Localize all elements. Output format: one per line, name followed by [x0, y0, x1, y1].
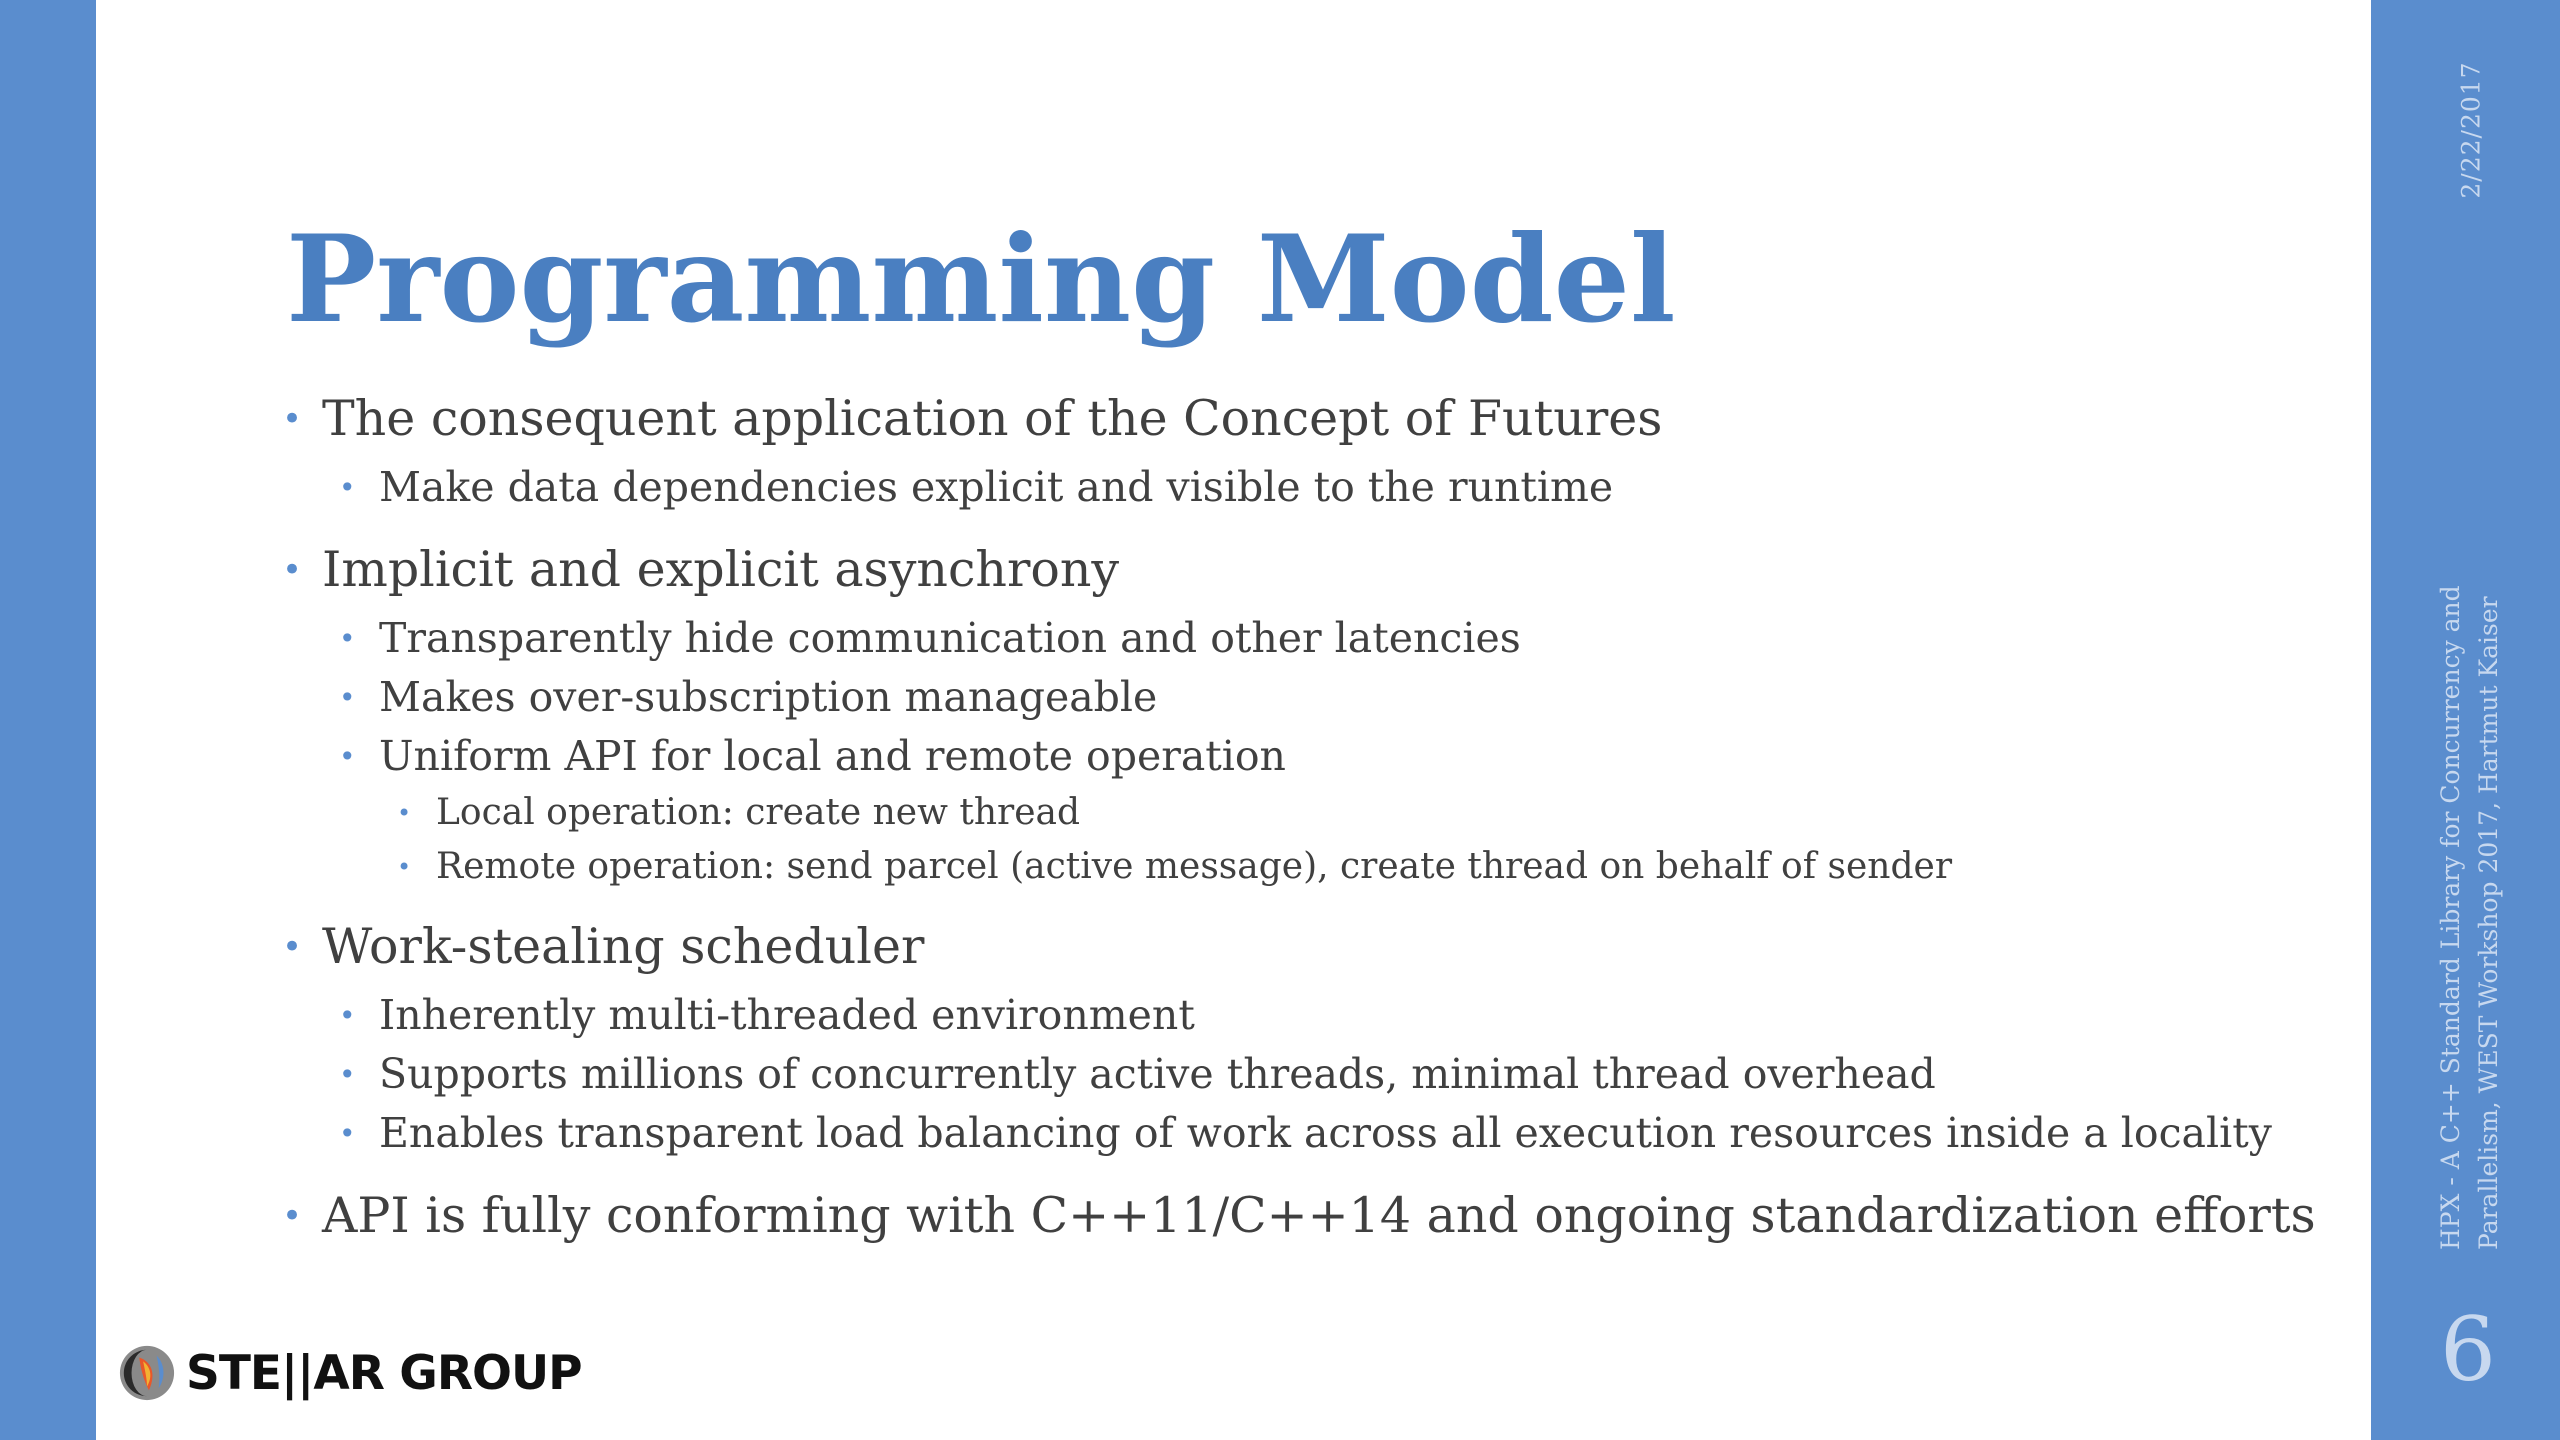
slide-date: 2/22/2017 — [2456, 61, 2486, 199]
bullet-icon: • — [282, 1196, 303, 1236]
sub-bullet-text: Uniform API for local and remote operation — [379, 732, 1286, 780]
sub-bullet-item — [339, 609, 2352, 668]
bullet-item — [282, 531, 2352, 609]
bullet-icon: • — [282, 399, 303, 439]
bullet-item — [282, 1177, 2352, 1255]
bullet-icon: • — [339, 999, 356, 1032]
bullet-icon: • — [339, 740, 356, 773]
sub-bullet-text: Makes over-subscription manageable — [379, 673, 1158, 721]
bullet-icon: • — [397, 799, 412, 827]
bullet-icon: • — [282, 550, 303, 590]
sub-sub-bullet-text: Local operation: create new thread — [436, 792, 1081, 833]
sub-bullet-item — [339, 668, 2352, 727]
bullet-icon: • — [339, 681, 356, 714]
bullet-icon: • — [282, 927, 303, 967]
bullet-icon: • — [339, 622, 356, 655]
bullet-text: Work-stealing scheduler — [322, 918, 925, 975]
sub-bullet-text: Inherently multi-threaded environment — [379, 991, 1195, 1039]
slide-title: Programming Model — [286, 209, 1676, 350]
sub-bullet-text: Transparently hide communication and other latencies — [379, 614, 1521, 662]
bullet-icon: • — [339, 471, 356, 504]
sub-sub-bullet-item — [397, 840, 2352, 894]
stellar-logo-icon — [118, 1344, 176, 1402]
sub-sub-bullet-text: Remote operation: send parcel (active message), create thread on behalf of sender — [436, 846, 1953, 887]
sub-bullet-item — [339, 458, 2352, 517]
bullet-icon: • — [339, 1058, 356, 1091]
sub-bullet-item — [339, 727, 2352, 786]
stellar-group-logo — [118, 1338, 582, 1408]
sub-bullet-item — [339, 1045, 2352, 1104]
bullet-item — [282, 908, 2352, 986]
bullet-icon: • — [397, 853, 412, 881]
sub-bullet-text: Make data dependencies explicit and visible to the runtime — [379, 463, 1614, 511]
slide-footer — [2432, 560, 2508, 1250]
bullet-text: API is fully conforming with C++11/C++14 and ongoing standardization efforts — [322, 1187, 2316, 1244]
logo-text: STE||AR GROUP — [186, 1345, 582, 1401]
bullet-text: Implicit and explicit asynchrony — [322, 541, 1120, 598]
sub-bullet-item — [339, 1104, 2352, 1163]
page-number: 6 — [2440, 1298, 2496, 1401]
footer-line-1: HPX - A C++ Standard Library for Concurrency and — [2436, 585, 2465, 1250]
sub-bullet-item — [339, 986, 2352, 1045]
bullet-item — [282, 380, 2352, 458]
sub-sub-bullet-item — [397, 786, 2352, 840]
sub-bullet-text: Supports millions of concurrently active threads, minimal thread overhead — [379, 1050, 1936, 1098]
footer-line-2: Parallelism, WEST Workshop 2017, Hartmut Kaiser — [2474, 596, 2503, 1250]
bullet-text: The consequent application of the Concept of Futures — [322, 390, 1663, 447]
bullet-list — [282, 380, 2352, 1255]
sub-bullet-text: Enables transparent load balancing of work across all execution resources inside a locality — [379, 1109, 2272, 1157]
left-accent-band — [0, 0, 96, 1440]
bullet-icon: • — [339, 1117, 356, 1150]
